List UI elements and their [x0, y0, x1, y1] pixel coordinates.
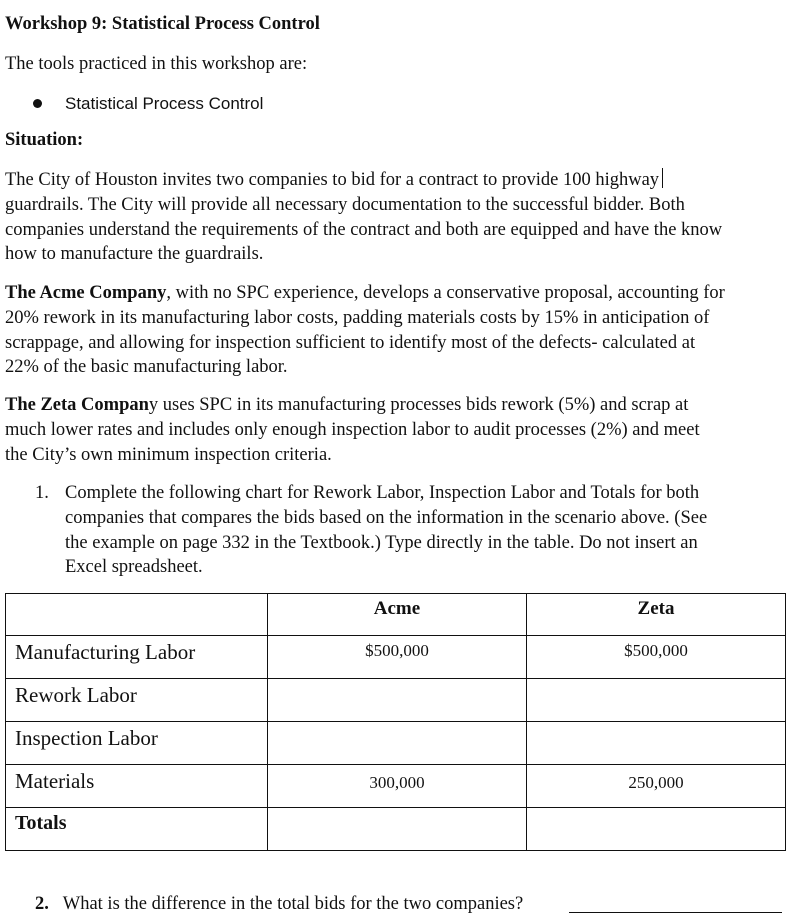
row-label: Rework Labor — [6, 679, 268, 722]
question-line: the example on page 332 in the Textbook.) Type directly in the table. Do not insert an — [65, 532, 698, 553]
paragraph-line: how to manufacture the guardrails. — [5, 244, 264, 265]
row-label: Inspection Labor — [6, 722, 268, 765]
question-number: 1. — [35, 483, 49, 503]
question-2 — [35, 892, 523, 916]
situation-heading: Situation: — [5, 130, 84, 150]
zeta-cell[interactable] — [527, 679, 786, 722]
paragraph-line — [5, 168, 790, 193]
answer-blank-line[interactable] — [569, 912, 782, 913]
table-row — [6, 765, 786, 808]
table-header-row — [6, 594, 786, 636]
paragraph-line: the City’s own minimum inspection criteria. — [5, 444, 332, 465]
bullet-dot-icon — [33, 99, 42, 108]
acme-total-cell[interactable] — [268, 808, 527, 851]
bullet-text: Statistical Process Control — [65, 94, 264, 113]
header-empty-cell — [6, 594, 268, 636]
paragraph-line: guardrails. The City will provide all necessary documentation to the successful bidder. Both — [5, 194, 685, 215]
question-text: What is the difference in the total bids for the two companies? — [62, 894, 524, 914]
question-number: 2. — [35, 894, 49, 914]
document-title: Workshop 9: Statistical Process Control — [5, 14, 320, 34]
paragraph-line-text: y uses SPC in its manufacturing processes bids rework (5%) and scrap at — [148, 395, 689, 415]
situation-paragraph — [5, 168, 790, 267]
zeta-paragraph — [5, 393, 790, 467]
row-label-totals: Totals — [6, 808, 268, 851]
paragraph-line — [5, 281, 790, 306]
row-label: Materials — [6, 765, 268, 808]
paragraph-line: companies understand the requirements of the contract and both are equipped and have the know — [5, 219, 723, 240]
zeta-cell[interactable] — [527, 722, 786, 765]
paragraph-line: 20% rework in its manufacturing labor costs, padding materials costs by 15% in anticipation of — [5, 307, 710, 328]
paragraph-line-text: The City of Houston invites two companies to bid for a contract to provide 100 highway — [5, 170, 660, 190]
zeta-cell[interactable]: $500,000 — [527, 636, 786, 679]
zeta-total-cell[interactable] — [527, 808, 786, 851]
question-line: Excel spreadsheet. — [65, 557, 203, 578]
intro-text: The tools practiced in this workshop are: — [5, 54, 308, 74]
table-row — [6, 722, 786, 765]
bid-comparison-table — [5, 593, 786, 851]
zeta-company-name: The Zeta Compan — [5, 395, 149, 415]
paragraph-line: scrappage, and allowing for inspection sufficient to identify most of the defects- calculated at — [5, 332, 696, 353]
text-cursor — [662, 168, 663, 188]
zeta-cell[interactable]: 250,000 — [527, 765, 786, 808]
paragraph-line — [5, 393, 790, 418]
paragraph-line-text: , with no SPC experience, develops a conservative proposal, accounting for — [166, 283, 725, 303]
bullet-list-item — [5, 92, 505, 117]
acme-company-name: The Acme Company — [5, 283, 167, 303]
acme-cell[interactable]: $500,000 — [268, 636, 527, 679]
paragraph-line: 22% of the basic manufacturing labor. — [5, 357, 288, 378]
question-line: companies that compares the bids based on the information in the scenario above. (See — [65, 507, 708, 528]
table-row-totals — [6, 808, 786, 851]
table-row — [6, 636, 786, 679]
question-text — [65, 481, 785, 580]
question-line: Complete the following chart for Rework Labor, Inspection Labor and Totals for both — [65, 483, 700, 503]
acme-paragraph — [5, 281, 790, 380]
header-zeta: Zeta — [527, 594, 786, 636]
acme-cell[interactable] — [268, 722, 527, 765]
table-row — [6, 679, 786, 722]
header-acme: Acme — [268, 594, 527, 636]
paragraph-line: much lower rates and includes only enough inspection labor to audit processes (2%) and meet — [5, 419, 700, 440]
row-label: Manufacturing Labor — [6, 636, 268, 679]
acme-cell[interactable] — [268, 679, 527, 722]
acme-cell[interactable]: 300,000 — [268, 765, 527, 808]
